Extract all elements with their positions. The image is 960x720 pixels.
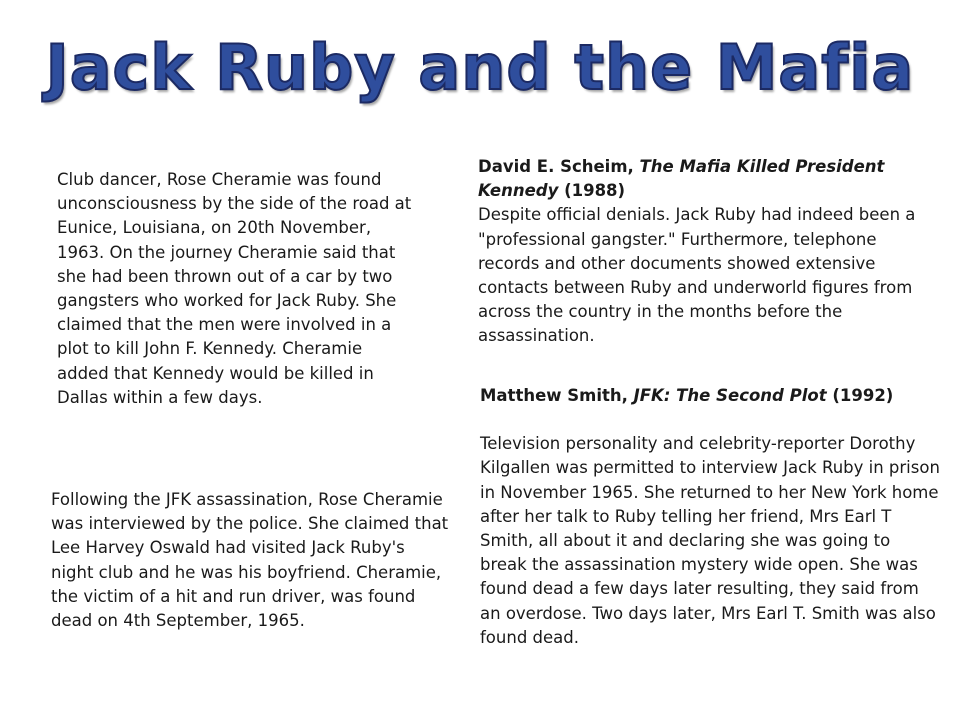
quote-citation xyxy=(480,384,940,408)
paragraph-text: Club dancer, Rose Cheramie was found unconsciousness by the side of the road at Eunice, Louisiana, on 20th November, 1963. On the journey Cheramie said that she had been thrown out of a car by two gangsters who worked for Jack Ruby. She claimed that the men were involved in a plot to kill John F. Kennedy. Cheramie added that Kennedy would be killed in Dallas within a few days. xyxy=(57,170,412,407)
quote-text: Television personality and celebrity-reporter Dorothy Kilgallen was permitted to interview Jack Ruby in prison in November 1965. She returned to her New York home after her talk to Ruby telling her friend, Mrs Earl T Smith, all about it and declaring she was going to break the assassination mystery wide open. She was found dead a few days later resulting, they said from an overdose. Two days later, Mrs Earl T. Smith was also found dead. xyxy=(480,434,940,647)
smith-quote xyxy=(480,384,940,650)
spacer xyxy=(480,408,940,432)
citation-year: (1988) xyxy=(558,181,626,201)
citation-year: (1992) xyxy=(826,386,894,405)
scheim-quote xyxy=(478,155,918,349)
paragraph-text: Following the JFK assassination, Rose Cheramie was interviewed by the police. She claimed that Lee Harvey Oswald had visited Jack Ruby's night club and he was his boyfriend. Cheramie, the victim of a hit and run driver, was found dead on 4th September, 1965. xyxy=(51,490,449,631)
citation-author: David E. Scheim, xyxy=(478,157,640,176)
quote-citation xyxy=(478,155,918,203)
slide-title: Jack Ruby and the Mafia xyxy=(45,31,915,104)
citation-author: Matthew Smith, xyxy=(480,386,634,405)
cheramie-found-paragraph xyxy=(57,168,419,410)
cheramie-interview-paragraph xyxy=(51,488,451,633)
citation-book-title: JFK: The Second Plot xyxy=(633,386,827,405)
quote-text: Despite official denials. Jack Ruby had indeed been a "professional gangster." Furthermore, telephone records and other documents showed extensive contacts between Ruby and underworld figures from across the country in the months before the assassination. xyxy=(478,205,916,346)
citation-book-title: The Mafia Killed President Kennedy xyxy=(478,157,885,201)
